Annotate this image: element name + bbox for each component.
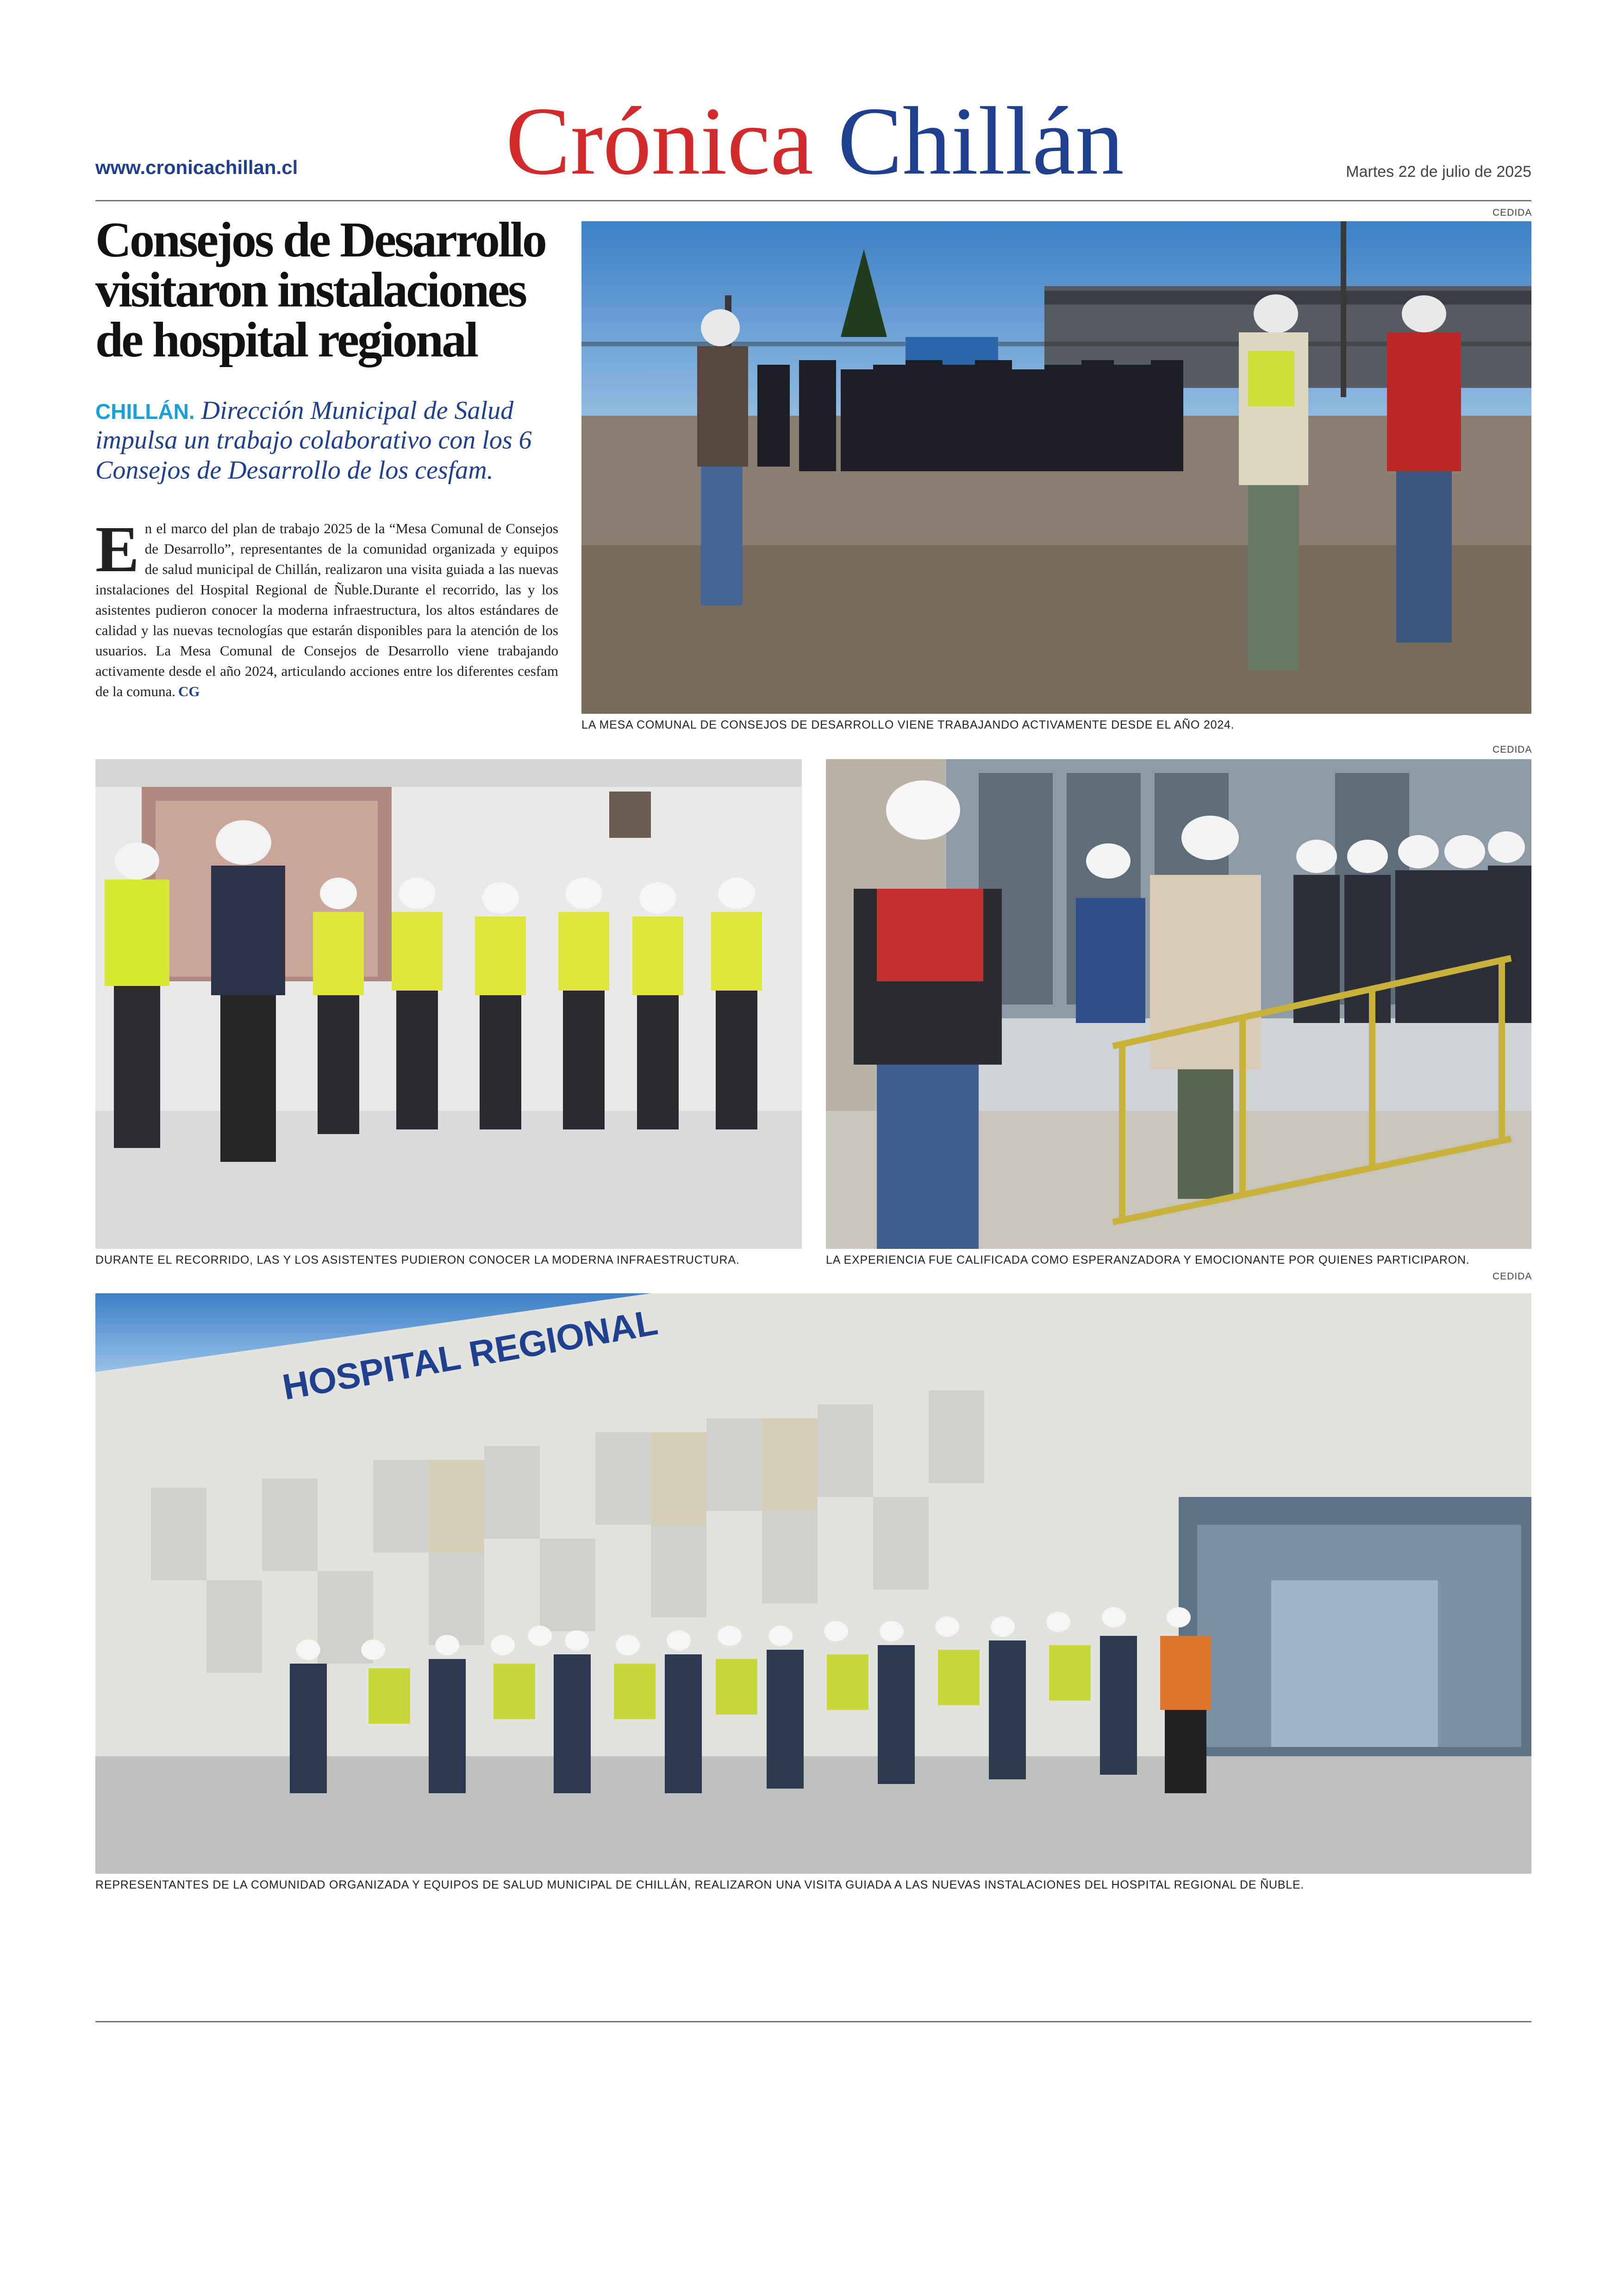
photo3-credit: CEDIDA [1493,744,1532,755]
photo1-credit: CEDIDA [1493,207,1532,218]
photo-indoor-room [95,759,802,1249]
photo-guide-fence [826,759,1531,1249]
header-divider [95,200,1531,201]
photo1-caption: LA MESA COMUNAL DE CONSEJOS DE DESARROLLO VIENE TRABAJANDO ACTIVAMENTE DESDE EL AÑO 2024. [581,718,1235,731]
photo2-caption: DURANTE EL RECORRIDO, LAS Y LOS ASISTENTES PUDIERON CONOCER LA MODERNA INFRAESTRUCTURA. [95,1254,740,1266]
article-headline: Consejos de Desarrollo visitaron instalaciones de hospital regional [95,212,545,368]
photo3-caption: LA EXPERIENCIA FUE CALIFICADA COMO ESPERANZADORA Y EMOCIONANTE POR QUIENES PARTICIPARON. [826,1254,1470,1266]
hospital-sign-text: HOSPITAL REGIONAL [279,1301,661,1408]
photo4-credit: CEDIDA [1493,1271,1532,1282]
masthead-chillan: Chillán [837,87,1124,195]
issue-date: Martes 22 de julio de 2025 [1346,163,1531,181]
deck-city-label: CHILLÁN. [95,399,195,424]
photo4-caption: REPRESENTANTES DE LA COMUNIDAD ORGANIZADA Y EQUIPOS DE SALUD MUNICIPAL DE CHILLÁN, REALIZARON UNA VISITA GUIADA A LAS NUEVAS INSTALACIONES DEL HOSPITAL REGIONAL DE ÑUBLE. [95,1878,1305,1891]
newspaper-masthead [491,87,1139,195]
footer-divider [95,2021,1531,2022]
photo-hospital-group [95,1293,1531,1874]
end-mark: CG [178,683,200,700]
site-url-link[interactable]: www.cronicachillan.cl [95,156,298,178]
masthead-cronica: Crónica [506,87,813,195]
article-deck [95,396,572,485]
photo-outdoor-group [581,221,1531,714]
drop-cap: E [95,512,139,586]
deck-text: Dirección Municipal de Salud impulsa un trabajo colaborativo con los 6 Consejos de Desarrollo de los cesfam. [95,396,532,485]
article-body-text: n el marco del plan de trabajo 2025 de la “Mesa Comunal de Consejos de Desarrollo”, representantes de la comunidad organizada y equipos de salud municipal de Chillán, realizaron una visita guiada a las nuevas instalaciones del Hospital Regional de Ñuble.Durante el recorrido, las y los asistentes pudieron conocer la moderna infraestructura, los altos estándares de calidad y las nuevas tecnologías que estarán disponibles para la atención de los usuarios. La Mesa Comunal de Consejos de Desarrollo viene trabajando activamente desde el año 2024, articulando acciones entre los diferentes cesfam de la comuna. [95,520,558,700]
article-body [95,512,558,702]
